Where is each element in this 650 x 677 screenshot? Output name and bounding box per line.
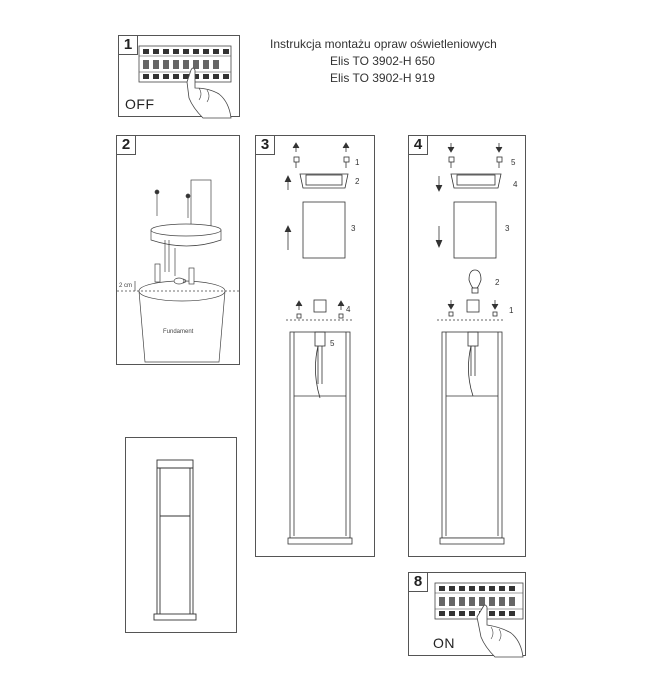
light-bulb-icon <box>469 270 481 288</box>
step-3-part-1: 1 <box>355 158 360 167</box>
lamp-overview-panel <box>125 437 237 633</box>
step-4-part-3: 3 <box>505 224 510 233</box>
bollard-lamp-icon <box>126 438 238 634</box>
foundation-label: Fundament <box>163 329 194 335</box>
step-4-assembly <box>409 136 527 558</box>
step-4-part-4: 4 <box>513 180 518 189</box>
step-3-part-4: 4 <box>346 305 351 314</box>
instruction-title: Instrukcja montażu opraw oświetleniowych <box>270 37 497 51</box>
on-label: ON <box>433 635 455 651</box>
model-name-919: Elis TO 3902-H 919 <box>330 71 435 85</box>
step-4-number: 4 <box>409 136 428 155</box>
step-3-part-3: 3 <box>351 224 356 233</box>
step-4-panel <box>408 135 526 557</box>
hand-pointer-icon <box>409 573 527 657</box>
step-4-part-2: 2 <box>495 278 500 287</box>
step-4-part-5: 5 <box>511 158 516 167</box>
off-label: OFF <box>125 96 155 112</box>
step-8-number: 8 <box>409 573 428 592</box>
step-2-panel <box>116 135 240 365</box>
step-1-panel <box>118 35 240 117</box>
step-2-number: 2 <box>117 136 136 155</box>
step-8-panel <box>408 572 526 656</box>
step-3-number: 3 <box>256 136 275 155</box>
step-3-part-2: 2 <box>355 177 360 186</box>
model-name-650: Elis TO 3902-H 650 <box>330 54 435 68</box>
step-1-number: 1 <box>119 36 138 55</box>
step-3-part-5: 5 <box>330 339 335 348</box>
instruction-header <box>270 36 497 87</box>
step-3-panel <box>255 135 375 557</box>
depth-label: 2 cm <box>119 283 133 289</box>
step-3-assembly <box>256 136 376 558</box>
step-4-part-1: 1 <box>509 306 514 315</box>
